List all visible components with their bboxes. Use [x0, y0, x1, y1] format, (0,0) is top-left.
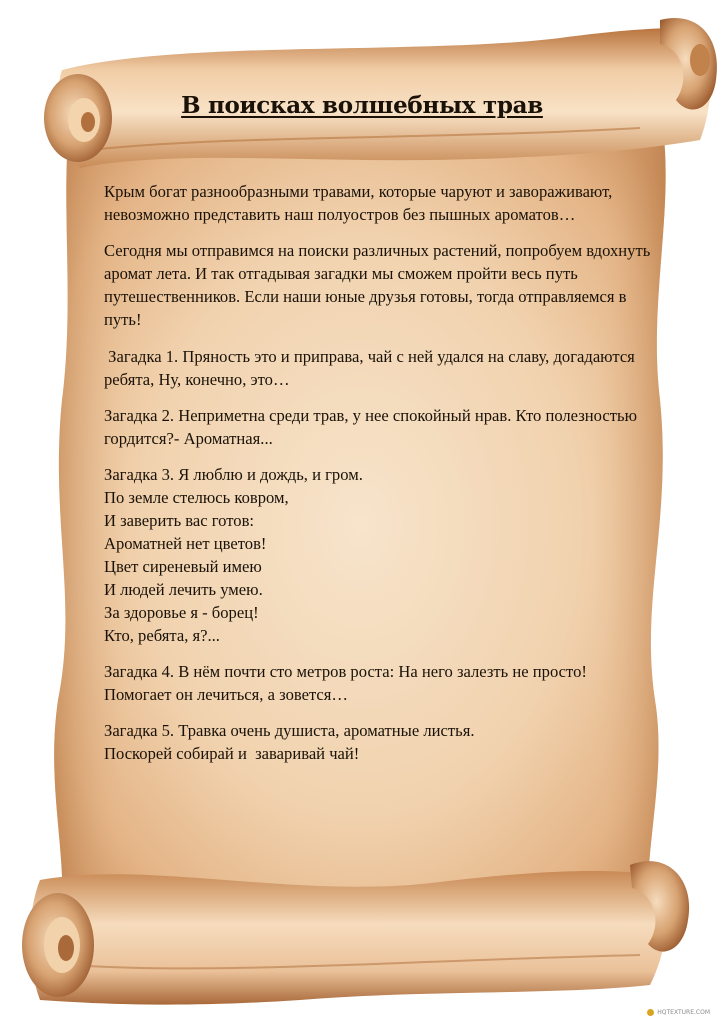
riddle-1 [104, 345, 674, 391]
text-line: аромат лета. И так отгадывая загадки мы сможем пройти весь путь [104, 264, 578, 283]
paragraph-intro-2 [104, 239, 674, 331]
text-line: путь! [104, 310, 142, 329]
riddle-5 [104, 719, 674, 765]
text-line: гордится?- Ароматная... [104, 429, 273, 448]
text-line: невозможно представить наш полуостров без пышных ароматов… [104, 205, 576, 224]
text-line: ребята, Ну, конечно, это… [104, 370, 290, 389]
text-line: За здоровье я - борец! [104, 603, 259, 622]
watermark-logo-icon [647, 1009, 654, 1016]
riddle-2 [104, 404, 674, 450]
text-line: путешественников. Если наши юные друзья готовы, тогда отправляемся в [104, 287, 627, 306]
text-line: Сегодня мы отправимся на поиски различных растений, попробуем вдохнуть [104, 241, 651, 260]
text-line: По земле стелюсь ковром, [104, 488, 289, 507]
text-line: Загадка 3. Я люблю и дождь, и гром. [104, 465, 363, 484]
text-line: Загадка 4. В нём почти сто метров роста: На него залезть не просто! [104, 662, 587, 681]
page-title: В поисках волшебных трав [181, 92, 543, 119]
text-line: И людей лечить умею. [104, 580, 263, 599]
text-line: Помогает он лечиться, а зовется… [104, 685, 349, 704]
text-line: Загадка 5. Травка очень душиста, ароматные листья. [104, 721, 475, 740]
text-line: Крым богат разнообразными травами, которые чаруют и завораживают, [104, 182, 613, 201]
text-line: Загадка 1. Пряность это и приправа, чай с ней удался на славу, догадаются [104, 347, 635, 366]
text-line: Загадка 2. Неприметна среди трав, у нее спокойный нрав. Кто полезностью [104, 406, 637, 425]
paragraph-intro-1 [104, 180, 674, 226]
text-line: Ароматней нет цветов! [104, 534, 267, 553]
text-line: Цвет сиреневый имею [104, 557, 262, 576]
watermark [647, 1009, 710, 1016]
watermark-text: HQTEXTURE.COM [657, 1009, 710, 1016]
riddle-3 [104, 463, 674, 647]
text-line: Поскорей собирай и заваривай чай! [104, 744, 360, 763]
riddle-4 [104, 660, 674, 706]
text-line: Кто, ребята, я?... [104, 626, 220, 645]
body-text [104, 180, 674, 778]
text-line: И заверить вас готов: [104, 511, 255, 530]
